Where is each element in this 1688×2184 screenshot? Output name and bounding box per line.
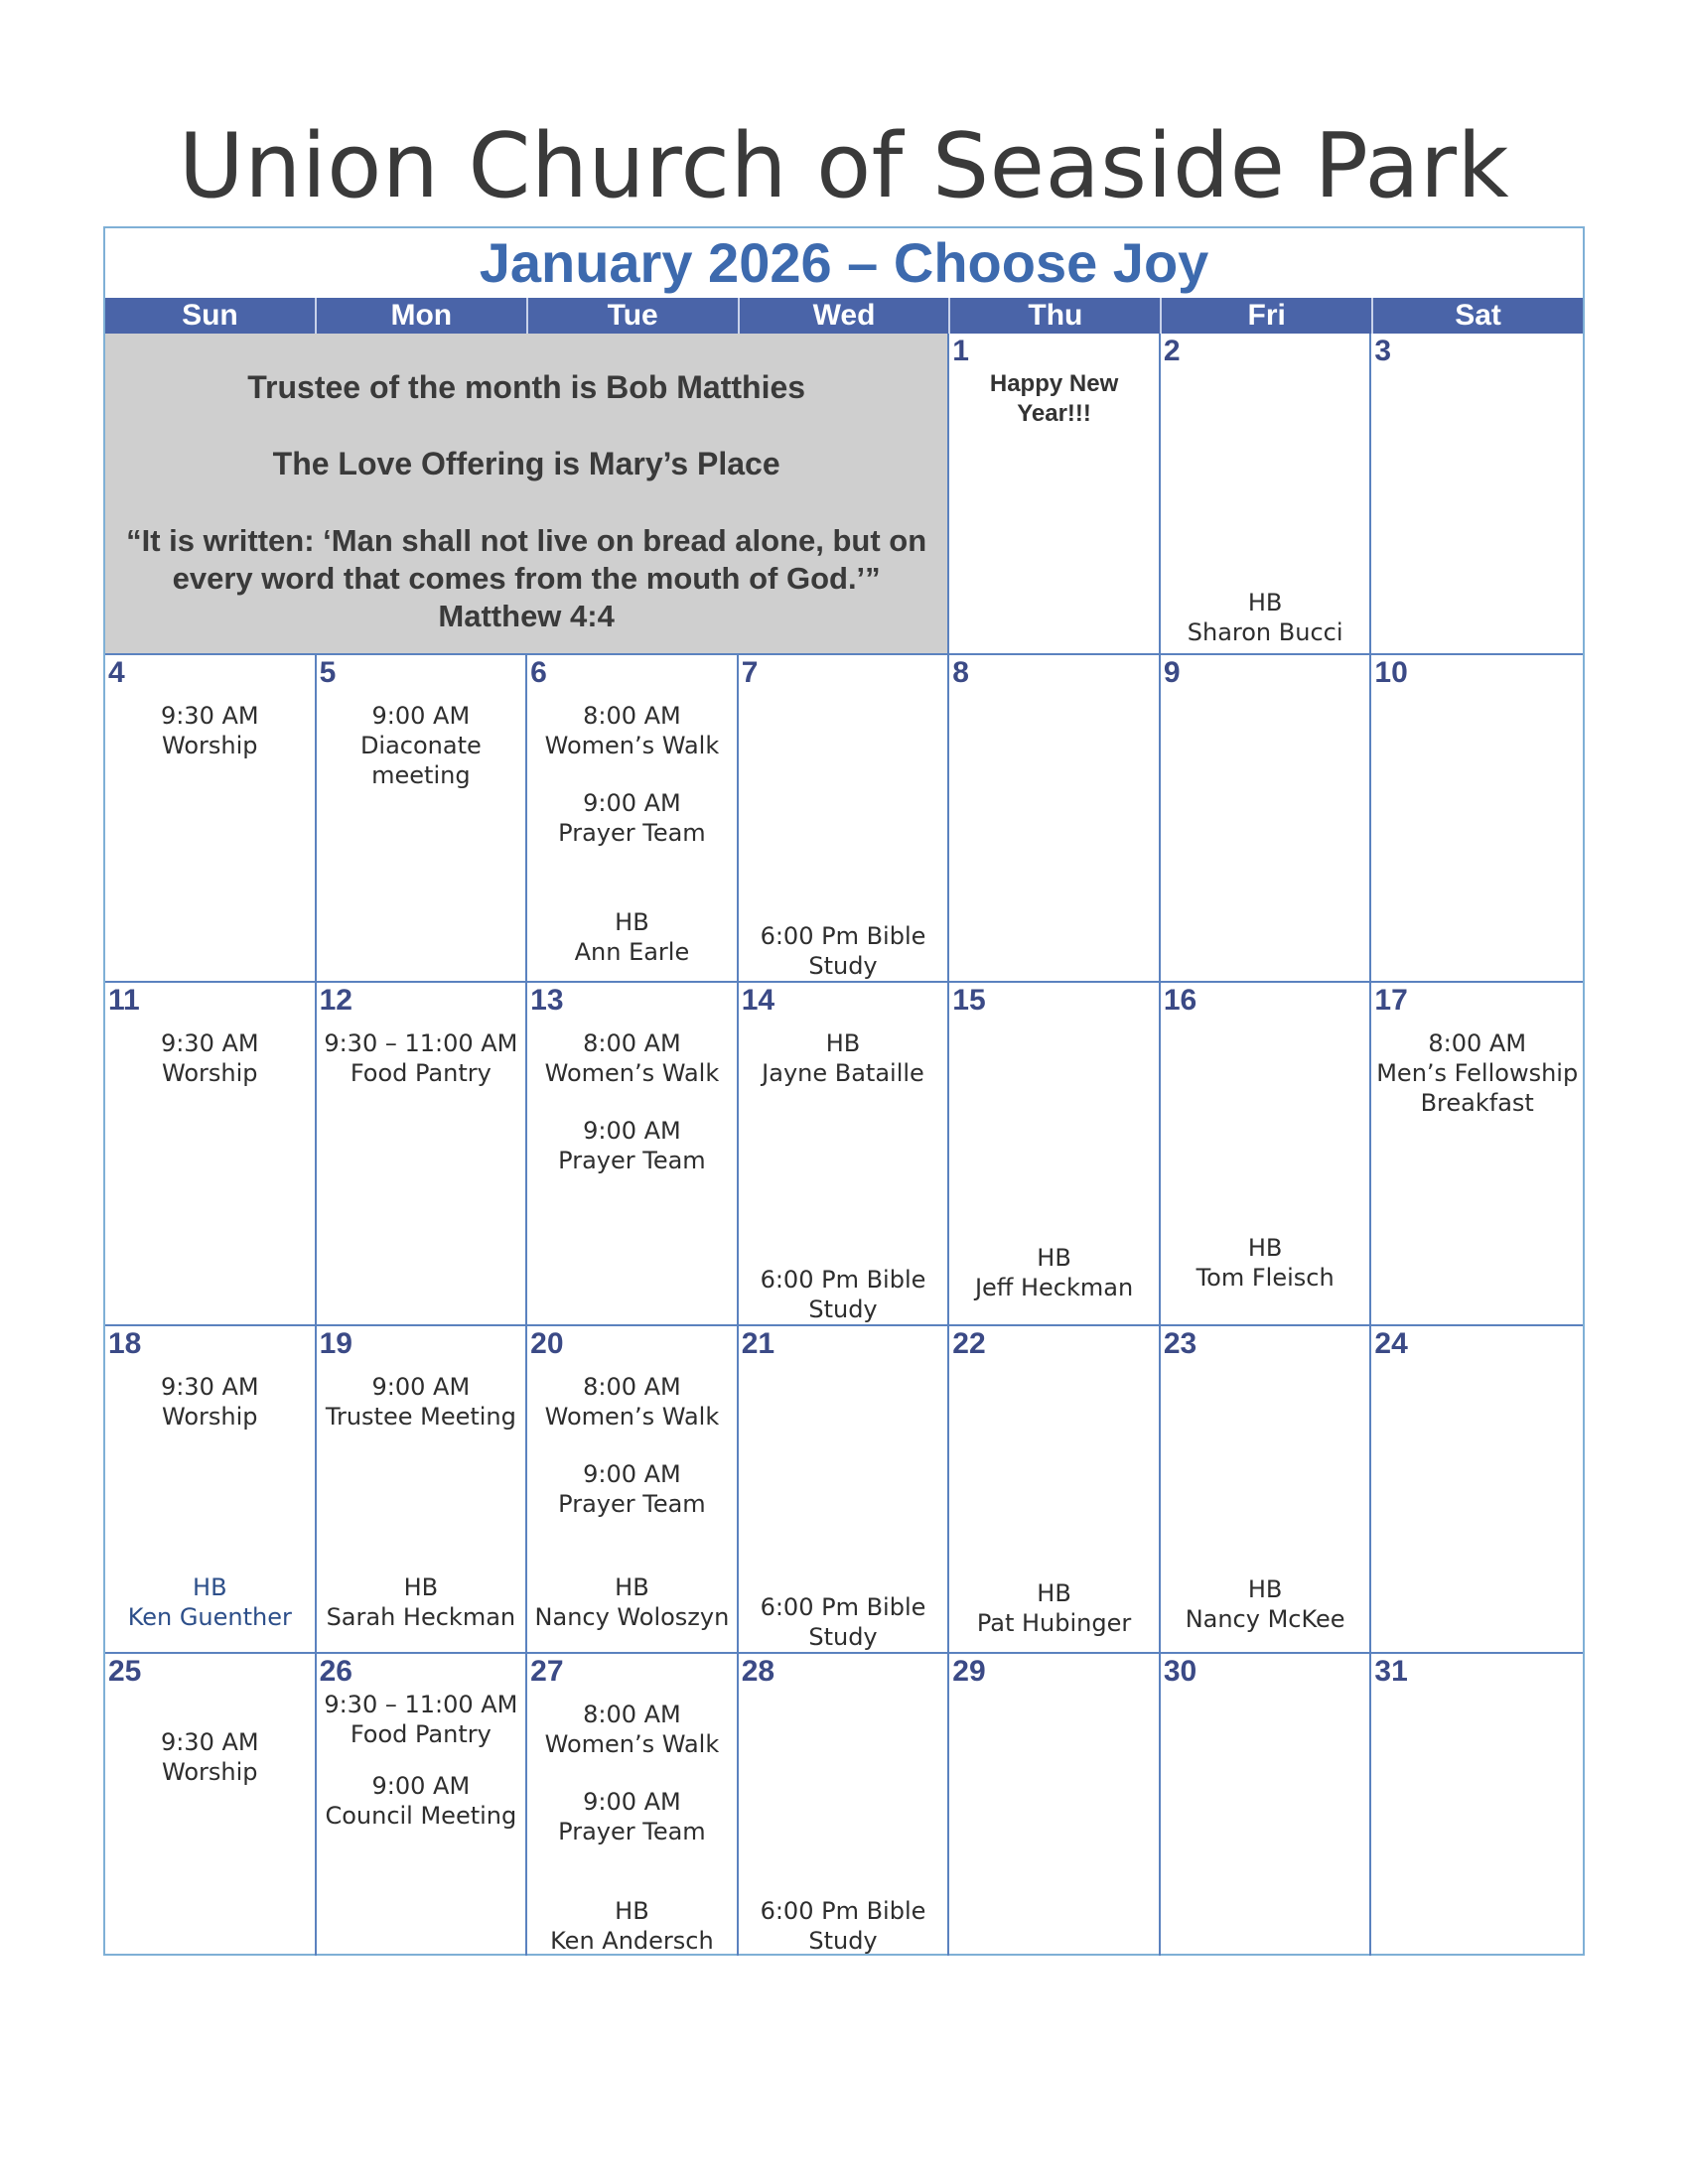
event-time: 9:00 AM [583,1117,681,1145]
event-text: Women’s Walk [544,1403,720,1431]
day-number: 24 [1374,1327,1408,1360]
calendar-grid [105,334,1583,1956]
day-number: 12 [319,984,352,1017]
day-number: 11 [108,984,140,1017]
event-text: Food Pantry [350,1059,492,1087]
event-time: 8:00 AM [583,1701,681,1728]
event-text: Study [808,1927,878,1955]
hb-label: HB [1037,1244,1071,1272]
event-text: Worship [162,1059,258,1087]
love-offering-note: The Love Offering is Mary’s Place [272,446,780,481]
day-number: 27 [530,1655,564,1688]
hb-name: Jayne Bataille [762,1059,924,1087]
day-cell-18 [105,1326,317,1654]
day-number: 16 [1163,984,1197,1017]
day-cell-22 [949,1326,1161,1654]
event-time: 9:00 AM [371,1373,471,1401]
weekday-mon: Mon [317,298,528,334]
day-number: 7 [741,656,759,689]
day-number: 22 [952,1327,986,1360]
event-time: 9:30 AM [160,702,259,730]
day-number: 14 [741,984,775,1017]
hb-label: HB [1037,1579,1071,1607]
hb-label: HB [1247,1575,1283,1603]
day-cell-7 [739,655,950,983]
day-cell-13 [527,983,739,1326]
day-cell-30 [1161,1654,1372,1956]
event-text: Trustee Meeting [325,1403,516,1431]
event-time: 9:30 AM [160,1728,259,1756]
hb-label: HB [1247,1234,1283,1262]
day-number: 6 [530,656,547,689]
day-cell-23 [1161,1326,1372,1654]
scripture-quote: “It is written: ‘Man shall not live on bread alone, but on every word that comes from the mouth of God.’” [126,523,927,596]
event-text: 6:00 Pm Bible [760,1897,926,1925]
event-text: meeting [371,761,471,789]
day-cell-5 [317,655,528,983]
event-text: Women’s Walk [544,1730,720,1758]
hb-name: Tom Fleisch [1196,1264,1335,1292]
day-cell-28 [739,1654,950,1956]
day-number: 28 [741,1655,775,1688]
event-text: Worship [162,1403,258,1431]
day-cell-1 [949,334,1161,655]
weekday-sat: Sat [1455,299,1501,332]
day-cell-11 [105,983,317,1326]
weekday-fri: Fri [1162,298,1373,334]
day-cell-15 [949,983,1161,1326]
day-number: 26 [319,1655,352,1688]
day-number: 23 [1163,1327,1197,1360]
event-text: Study [808,952,878,980]
hb-label: HB [1247,589,1283,616]
hb-name: Nancy Woloszyn [534,1603,730,1631]
day-cell-6 [527,655,739,983]
day-number: 4 [108,656,125,689]
scripture-reference: Matthew 4:4 [438,599,615,633]
weekday-thu: Thu [950,298,1162,334]
event-time: 9:30 – 11:00 AM [324,1691,518,1718]
church-name: Union Church of Seaside Park [178,114,1510,218]
event-time: 9:00 AM [583,789,681,817]
day-cell-31 [1371,1654,1583,1956]
event-time: 8:00 AM [583,702,681,730]
hb-name: Sharon Bucci [1187,618,1343,646]
day-number: 2 [1163,335,1181,367]
day-cell-27 [527,1654,739,1956]
event-time: 9:30 AM [160,1373,259,1401]
day-cell-3 [1371,334,1583,655]
event-time: 9:00 AM [583,1788,681,1816]
day-number: 3 [1374,335,1392,367]
day-number: 1 [952,335,969,367]
event-text: Worship [162,1758,258,1786]
event-time: 8:00 AM [1428,1029,1527,1057]
month-title: January 2026 – Choose Joy [479,231,1209,294]
event-text: Prayer Team [558,1490,706,1518]
event-time: 9:30 AM [160,1029,259,1057]
day-number: 5 [319,656,337,689]
day-number: 8 [952,656,969,689]
day-cell-26 [317,1654,528,1956]
event-text: Breakfast [1420,1089,1534,1117]
day-number: 17 [1374,984,1408,1017]
event-time: 8:00 AM [583,1373,681,1401]
hb-name: Nancy McKee [1185,1605,1345,1633]
calendar [103,226,1585,1956]
day-cell-24 [1371,1326,1583,1654]
day-number: 25 [108,1655,142,1688]
trustee-note: Trustee of the month is Bob Matthies [247,369,806,405]
day-number: 29 [952,1655,986,1688]
weekday-tue: Tue [528,298,740,334]
day-cell-29 [949,1654,1161,1956]
day-number: 31 [1374,1655,1408,1688]
event-time: 8:00 AM [583,1029,681,1057]
event-text: Happy New [989,370,1119,397]
weekday-header-row [105,298,1583,334]
notes-panel [105,334,949,655]
event-text: 6:00 Pm Bible [760,1593,926,1621]
event-text: Women’s Walk [544,732,720,759]
event-text: 6:00 Pm Bible [760,922,926,950]
hb-label: HB [825,1029,861,1057]
event-text: Men’s Fellowship [1376,1059,1579,1087]
day-cell-14 [739,983,950,1326]
day-number: 21 [741,1327,775,1360]
hb-name: Sarah Heckman [326,1603,516,1631]
weekday-wed: Wed [740,298,951,334]
hb-label: HB [615,908,649,936]
event-text: Food Pantry [350,1720,492,1748]
day-number: 15 [952,984,986,1017]
hb-name: Pat Hubinger [976,1609,1132,1637]
event-time: 9:30 – 11:00 AM [324,1029,518,1057]
hb-name: Ken Guenther [127,1603,292,1631]
hb-name: Ann Earle [574,938,690,966]
event-text: Year!!! [1017,400,1091,427]
day-number: 20 [530,1327,564,1360]
day-cell-21 [739,1326,950,1654]
hb-label: HB [615,1573,649,1601]
day-cell-16 [1161,983,1372,1326]
event-text: Prayer Team [558,819,706,847]
day-number: 19 [319,1327,352,1360]
day-cell-4 [105,655,317,983]
hb-label: HB [615,1897,649,1925]
hb-label: HB [193,1573,227,1601]
day-cell-19 [317,1326,528,1654]
event-text: Worship [162,732,258,759]
event-text: 6:00 Pm Bible [760,1266,926,1294]
day-cell-17 [1371,983,1583,1326]
day-cell-20 [527,1326,739,1654]
day-number: 10 [1374,656,1408,689]
event-text: Prayer Team [558,1818,706,1845]
event-text: Study [808,1623,878,1651]
day-number: 9 [1163,656,1181,689]
day-number: 13 [530,984,564,1017]
hb-label: HB [403,1573,439,1601]
day-number: 18 [108,1327,142,1360]
day-cell-10 [1371,655,1583,983]
event-time: 9:00 AM [583,1460,681,1488]
day-cell-12 [317,983,528,1326]
day-cell-2 [1161,334,1372,655]
day-cell-8 [949,655,1161,983]
event-time: 9:00 AM [371,702,471,730]
event-text: Women’s Walk [544,1059,720,1087]
event-text: Prayer Team [558,1147,706,1174]
day-cell-25 [105,1654,317,1956]
event-time: 9:00 AM [371,1772,471,1800]
hb-name: Jeff Heckman [974,1274,1134,1301]
weekday-sun: Sun [105,298,317,334]
day-cell-9 [1161,655,1372,983]
event-text: Diaconate [359,732,482,759]
day-number: 30 [1163,1655,1197,1688]
hb-name: Ken Andersch [550,1927,714,1955]
event-text: Study [808,1296,878,1323]
event-text: Council Meeting [325,1802,517,1830]
